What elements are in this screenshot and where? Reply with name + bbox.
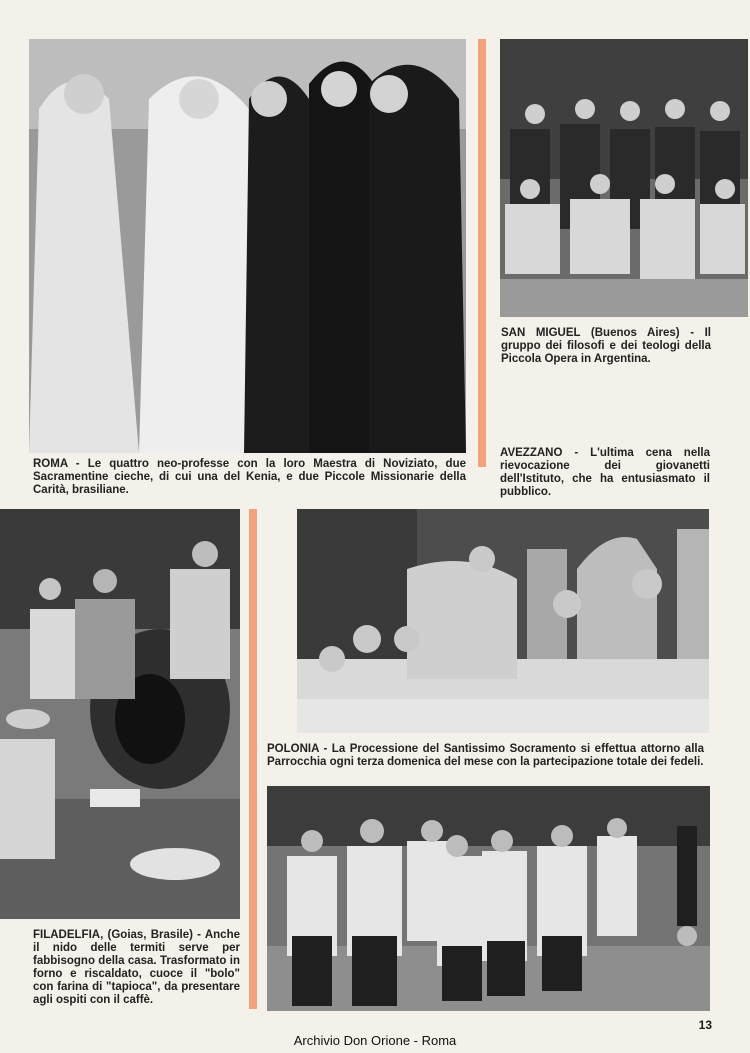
accent-bar-top [478, 39, 486, 467]
caption-place: AVEZZANO [500, 447, 563, 459]
photo-roma-nuns [29, 39, 466, 453]
accent-bar-bottom [249, 509, 257, 1009]
photo-avezzano-supper [297, 509, 709, 733]
caption-text: - Anche il nido delle termiti serve per fabbisogno della casa. Trasformato in forno e riscaldato, cuoce il "bolo" con farina di "tapioca", da presentare agli ospiti con il caffè. [33, 929, 240, 1006]
caption-polonia [267, 743, 704, 769]
photo-filadelfia-oven [0, 509, 240, 919]
caption-avezzano [500, 447, 710, 499]
caption-place: ROMA [33, 458, 68, 470]
caption-place: FILADELFIA, (Goias, Brasile) [33, 929, 193, 941]
caption-text: - Le quattro neo-professe con la loro Maestra di Noviziato, due Sacramentine cieche, di cui una del Kenia, e due Piccole Missionarie della Carità, brasiliane. [33, 458, 466, 496]
caption-filadelfia [33, 929, 240, 1007]
caption-place: POLONIA [267, 743, 319, 755]
caption-roma [33, 458, 466, 497]
caption-san-miguel [501, 327, 711, 366]
caption-text: - L'ultima cena nella rievocazione dei giovanetti dell'Istituto, che ha entusiasmato il pubblico. [500, 447, 710, 498]
photo-san-miguel-group [500, 39, 748, 317]
caption-text: - Il gruppo dei filosofi e dei teologi della Piccola Opera in Argentina. [501, 327, 711, 365]
photo-polonia-procession [267, 786, 710, 1011]
caption-text: - La Processione del Santissimo Socramento si effettua attorno alla Parrocchia ogni terza domenica del mese con la partecipazione totale dei fedeli. [267, 743, 704, 768]
footer-archive-label: Archivio Don Orione - Roma [293, 1033, 457, 1048]
page-number: 13 [698, 1018, 712, 1032]
caption-place: SAN MIGUEL (Buenos Aires) [501, 327, 680, 339]
